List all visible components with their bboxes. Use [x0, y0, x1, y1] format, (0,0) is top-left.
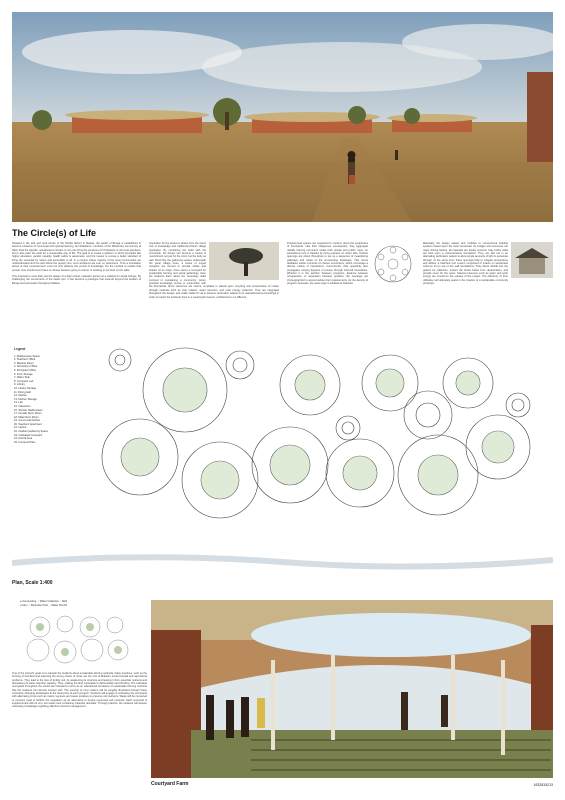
- farm-key: ▪: [20, 603, 22, 607]
- legend-item: 25. Compost Plant: [14, 440, 36, 444]
- site-legend-item: Farm: [21, 603, 28, 607]
- legend-item: 17. Female Dorm Room: [14, 412, 42, 416]
- project-code: 1632815213: [533, 783, 553, 787]
- legend-item: 14. Lab: [14, 401, 23, 405]
- legend-item: 23. Cultivated Courtyard: [14, 433, 42, 437]
- legend-item: 8. Computer Lab: [14, 379, 34, 383]
- text-column-4: [423, 242, 553, 288]
- farming-paragraph: One of the school's goals is to educate the students about sustainable farming methods. False practices, such as the burning of farmland and selecting the wrong choice of crops are the root of Malawi's environmental and agricultural problems. They lead to the loss of fertility soil, by weakening its structure and leaving it from essential nutrients and decreasing its water retention capacity. Thus, making the land vulnerable to deforestation and flooding. The cultivated courtyards throughout the school are intended to serve as an educational simulation of sustainable farming methods that the students can directly interact with. The concept of crop rotation will be tangibly illustrated through these constantly changing landscapes at the focal point of each program. Students will engage in cultivating the courtyards with alternating crops such as maize, legumes and sweet potatoes to preserve soil nutrients. Waste will be converted to compost used to fertilize the vegetation as an alternative to buying expensive soil nutrients. Each courtyard is supplemented with its very own water tank containing collected rainwater. Through practice, the students will acquire necessary knowledge regarding effective resource management.: [12, 672, 147, 709]
- site-diagram: [20, 612, 140, 667]
- legend-item: 2. Teachers' Office: [14, 358, 36, 362]
- text-column-1: [12, 242, 141, 288]
- page-title: The Circle(s) of Life: [12, 228, 97, 238]
- legend-item: 18. Male Dorm Room: [14, 415, 39, 419]
- site-contour: [12, 548, 553, 578]
- legend-item: 21. Latrine: [14, 426, 27, 430]
- legend-item: 24. Animal Area: [14, 437, 33, 441]
- paragraph: Inspiration for the project is drawn from the iconic tree of knowledge and traditional African village typologies. By combining the build with the vernacular, the design can become a means of nourishment not just for the mind, but the body as well. Much like the gathering spaces underneath the great village trees, a series of ringed canopies are formed to provide shade and shelter. At its origin, there stems a courtyard for sustainable farming and social gatherings. Here the students learn about the necessary skills involved in maintaining a community, where practical knowledge serves in conjunction with the theoretical. Since resources are scarce, emphasis is placed upon recycling and conservation of matter through methods such as crop rotation, water retention, and solar energy collection. They are integrated throughout the design, and made visible for all to observe. Education adapts to its natural/social surroundings in order to impart the students' lives in a meaningful manner; architecture is no different.: [149, 242, 279, 299]
- tree-image: [209, 242, 279, 280]
- legend-item: 16. Shower Stall/Lockers: [14, 408, 43, 412]
- legend-item: 12. Kitchen: [14, 394, 27, 398]
- legend: [14, 348, 84, 444]
- legend-item: 11. Dining Hall: [14, 390, 31, 394]
- legend-item: 1. Multipurpose Space: [14, 354, 40, 358]
- site-legend-item: Water Runoff: [51, 603, 67, 607]
- legend-item: 20. Teachers' Apartment: [14, 422, 42, 426]
- floor-plan: [90, 345, 540, 530]
- courtyard-label: Courtyard Farm: [151, 781, 189, 787]
- plan-label: Plan, Scale 1:400: [12, 580, 53, 586]
- courtyard-render: [151, 600, 553, 778]
- legend-item: 13. Kitchen Storage: [14, 397, 37, 401]
- well-key: ◦: [60, 600, 62, 603]
- legend-item: 4. Secretary's Office: [14, 365, 38, 369]
- hero-render: [12, 12, 553, 222]
- site-legend-item: Well: [61, 600, 67, 603]
- legend-item: 19. Communal Kitchen: [14, 419, 41, 423]
- text-column-2: [149, 242, 279, 302]
- legend-item: 15. Classroom: [14, 404, 31, 408]
- site-legend-item: Water Collection: [39, 600, 59, 603]
- legend-item: 3. Meeting Room: [14, 361, 34, 365]
- site-legend-item: Composting: [22, 600, 37, 603]
- paragraph: Materially, the design adapts and modifies to conventional building systems based upon the local vernacular. As budget and resources are major driving factors, all materials are locally sourced. Clay bricks walls are built upon a concrete/stone foundation. They are laid out in an alternating perforation pattern to allow ample amounts of light to penetrate through. At the same time, these openings help to mitigate temperature and airflow. A thatched roof system comprised of straws on wood/steel columns sit on top of the wall foundations. They direct rainfall into the gutters for collection; protect the bricks below from deterioration, and provide cover for the users. Natural resources such as water and solar energy are crucial for the upkeep of the project. The efficiency of their utilization will ultimately assist in the creation of a sustainable community prototype.: [423, 242, 508, 286]
- site-legend: [20, 600, 150, 607]
- legend-heading: Legend: [14, 347, 26, 351]
- compost-key: ●: [20, 600, 23, 603]
- hut-image: [511, 242, 553, 278]
- paragraph: Programmed spaces are organized to conform along the peripheries of courtyards. Like their indigenous counterparts, they aggregate radially framing prominent nodes both private and public. Here, an educational core is flanked by living quarters on either side. Precise openings are sliced throughout to set up a sequence of meandering pathways and vistas of the surrounding landscape. This nexus facilitates subtle moments of chance encounters, which encourage a diverse variety of interactions. Concurrently, their specificity also propagates varying degrees of privacy through informal boundaries. Whether it is the partition between programs, distance between occupancies, or separation between genders, the openings are choreographed to accommodate their requirements. As the density of program increases, the same logic is initiated as followed.: [287, 242, 368, 286]
- village-diagram: [371, 242, 415, 286]
- site-legend-item: Retention Pool: [30, 603, 48, 607]
- paragraph: Situated in the arid and rural terrain of the Ntchisi district in Malawi, the parish of Benga is established to become a beacon of communal and spiritual learning. Its inhabitants, members of the Missionary Community of Saint Paul the Apostle, spearhead a mission to not only bring the presence of Christianity to the local populace, but to also plant the seed for a sustainable way of life. The goal is to create a platform in which principles like higher education, gender equality, health safety & awareness, and the means to pursue a better standard of living are universal by nature and accessible to all. In a context where majority of the local communities are undereducated and live well below the poverty line, such ambitions are ever so paramount. Thus a foundation aimed at their empowerment must not only address the pursuit of knowledge, but the method to sustain that pursuit. One should never have to choose between going to school, or working to put food on the table.: [12, 242, 141, 272]
- retention-pool-key: ▫: [29, 603, 31, 607]
- legend-item: 22. Outdoor Gathering Space: [14, 430, 48, 434]
- legend-item: 6. Form Storage: [14, 372, 33, 376]
- legend-item: 7. Water Tank: [14, 376, 30, 380]
- legend-item: 9. Library: [14, 383, 25, 387]
- water-collection-key: ○: [37, 600, 40, 603]
- legend-item: 5. Principal's Office: [14, 368, 37, 372]
- paragraph: This proposal is more than just the design of a high school, instead it serves as a catalyst for social change. By challenging the conventions of the status quo, it can become a prototype that extends beyond the borders of Benga and permeates throughout Malawi.: [12, 275, 141, 285]
- text-column-3: [287, 242, 415, 289]
- water-runoff-key: ~: [49, 603, 52, 607]
- legend-item: 10. Library Storage: [14, 386, 37, 390]
